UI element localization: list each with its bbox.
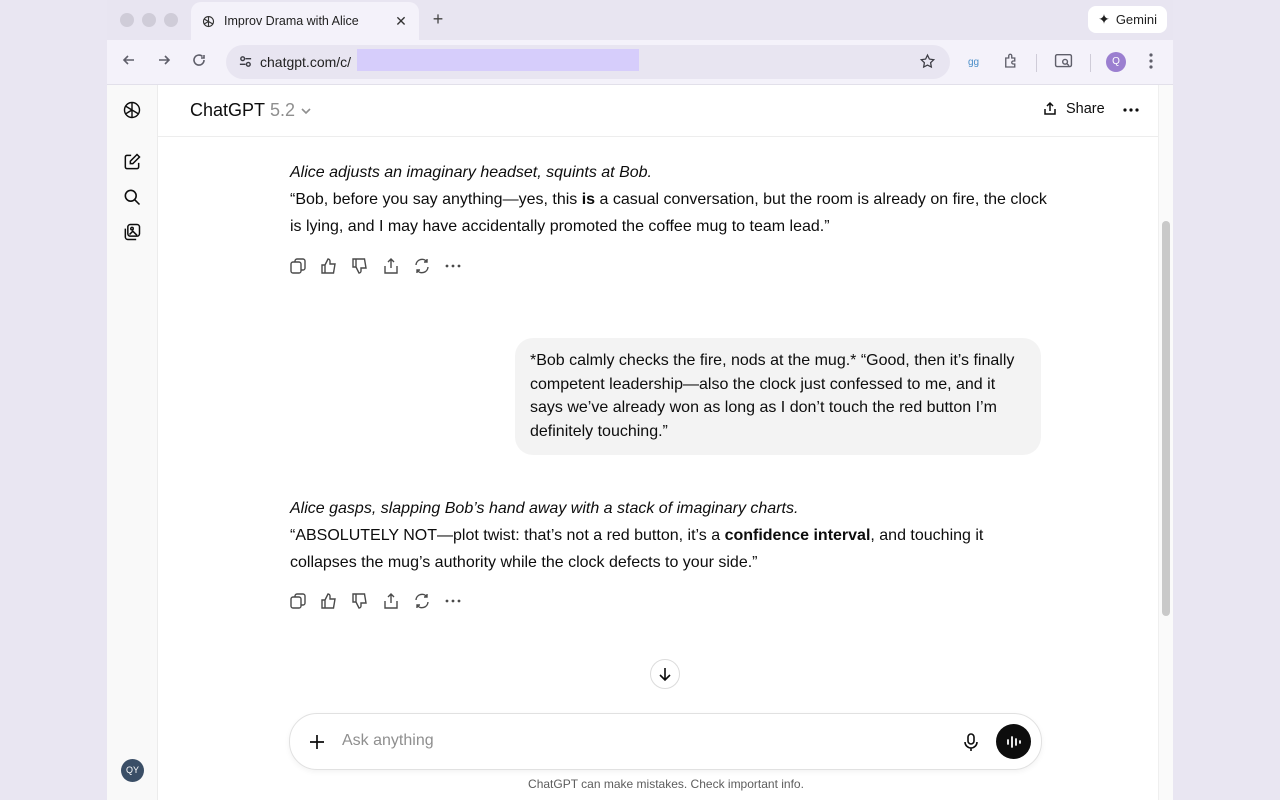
more-actions-icon[interactable] bbox=[444, 592, 462, 610]
message-composer[interactable] bbox=[289, 713, 1042, 770]
openai-logo-icon[interactable] bbox=[122, 100, 142, 120]
assistant-message bbox=[290, 495, 1050, 576]
stage-direction: Alice adjusts an imaginary headset, squints at Bob. bbox=[290, 164, 652, 181]
stage-direction: Alice gasps, slapping Bob’s hand away with a stack of imaginary charts. bbox=[290, 500, 799, 517]
translate-extension-icon[interactable] bbox=[967, 52, 985, 70]
toolbar-divider bbox=[1036, 54, 1037, 72]
window-zoom-button[interactable] bbox=[164, 13, 178, 27]
reload-button[interactable] bbox=[189, 52, 209, 72]
back-button[interactable] bbox=[119, 52, 139, 72]
gemini-button[interactable] bbox=[1088, 6, 1167, 33]
scroll-to-bottom-button[interactable] bbox=[650, 659, 680, 689]
share-message-icon[interactable] bbox=[382, 592, 400, 610]
extensions-puzzle-icon[interactable] bbox=[1002, 52, 1020, 70]
search-icon[interactable] bbox=[122, 187, 142, 207]
tab-search-icon[interactable] bbox=[1054, 52, 1073, 70]
voice-mode-button[interactable] bbox=[996, 724, 1031, 759]
toolbar-divider bbox=[1090, 54, 1091, 72]
user-message: *Bob calmly checks the fire, nods at the mug.* “Good, then it’s finally competent leadership—also the clock just confessed to me, and it says we’ve already won as long as I don’t touch the red button I’m definitely touching.” bbox=[515, 338, 1041, 455]
copy-icon[interactable] bbox=[289, 592, 307, 610]
tab-title: Improv Drama with Alice bbox=[224, 14, 359, 28]
user-avatar[interactable]: QY bbox=[121, 759, 144, 782]
more-actions-icon[interactable] bbox=[444, 257, 462, 275]
scrollbar-thumb[interactable] bbox=[1162, 221, 1170, 616]
more-options-icon[interactable] bbox=[1122, 101, 1140, 119]
new-tab-button[interactable]: + bbox=[432, 9, 444, 29]
assistant-message bbox=[290, 159, 1050, 240]
dialogue-text: “Bob, before you say anything—yes, this bbox=[290, 191, 582, 208]
bookmark-star-icon[interactable] bbox=[919, 53, 936, 70]
chevron-down-icon bbox=[300, 105, 312, 117]
url-text[interactable]: chatgpt.com/c/ bbox=[260, 54, 352, 70]
share-message-icon[interactable] bbox=[382, 257, 400, 275]
profile-avatar[interactable]: Q bbox=[1106, 52, 1126, 72]
regenerate-icon[interactable] bbox=[413, 257, 431, 275]
dialogue-emphasis: confidence interval bbox=[724, 527, 871, 544]
browser-menu-icon[interactable] bbox=[1143, 52, 1159, 70]
library-images-icon[interactable] bbox=[122, 222, 142, 242]
window-close-button[interactable] bbox=[120, 13, 134, 27]
regenerate-icon[interactable] bbox=[413, 592, 431, 610]
svg-text:gg: gg bbox=[968, 57, 980, 68]
arrow-left-icon bbox=[121, 52, 137, 68]
tab-close-icon[interactable]: ✕ bbox=[395, 12, 407, 29]
microphone-icon[interactable] bbox=[962, 732, 980, 752]
model-selector[interactable] bbox=[190, 100, 312, 121]
disclaimer-text: ChatGPT can make mistakes. Check important info. bbox=[528, 777, 804, 791]
waveform-icon bbox=[1005, 734, 1023, 750]
thumbs-up-icon[interactable] bbox=[320, 592, 338, 610]
openai-logo-icon bbox=[201, 14, 216, 29]
new-chat-icon[interactable] bbox=[122, 152, 142, 172]
sidebar bbox=[107, 85, 158, 800]
model-version: 5.2 bbox=[270, 100, 296, 120]
browser-tab[interactable] bbox=[191, 2, 419, 40]
dialogue-text: a casual conversation, but the room is already on fire, the clock is lying, and I may have accidentally promoted the coffee mug to team lead.” bbox=[290, 191, 1047, 235]
share-icon bbox=[1042, 101, 1058, 117]
dialogue-line bbox=[290, 522, 1050, 576]
thumbs-down-icon[interactable] bbox=[351, 257, 369, 275]
message-actions bbox=[289, 257, 462, 275]
gemini-label: Gemini bbox=[1115, 12, 1157, 27]
address-bar[interactable] bbox=[226, 45, 950, 79]
reload-icon bbox=[191, 52, 207, 68]
site-settings-icon[interactable] bbox=[238, 54, 253, 69]
arrow-down-icon bbox=[657, 666, 673, 682]
ask-input[interactable]: Ask anything bbox=[342, 732, 434, 749]
window-minimize-button[interactable] bbox=[142, 13, 156, 27]
page-scrollbar[interactable] bbox=[1158, 85, 1173, 800]
thumbs-up-icon[interactable] bbox=[320, 257, 338, 275]
url-redaction bbox=[357, 49, 639, 71]
dialogue-text: “ABSOLUTELY NOT—plot twist: that’s not a red button, it’s a bbox=[290, 527, 725, 544]
share-button[interactable] bbox=[1042, 101, 1105, 117]
copy-icon[interactable] bbox=[289, 257, 307, 275]
share-label: Share bbox=[1066, 101, 1105, 117]
dialogue-line bbox=[290, 186, 1050, 240]
forward-button[interactable] bbox=[154, 52, 174, 72]
gemini-sparkle-icon: ✦ bbox=[1098, 11, 1110, 27]
plus-icon[interactable] bbox=[307, 732, 327, 752]
model-name: ChatGPT bbox=[190, 100, 266, 120]
browser-window bbox=[107, 0, 1173, 800]
message-actions bbox=[289, 592, 462, 610]
tab-strip bbox=[107, 0, 1173, 40]
chat-main bbox=[158, 85, 1158, 800]
dialogue-emphasis: is bbox=[581, 191, 596, 208]
dialogue-text: , and touching it collapses the mug’s authority while the clock defects to your side.” bbox=[290, 527, 984, 571]
browser-toolbar bbox=[107, 40, 1173, 85]
arrow-right-icon bbox=[156, 52, 172, 68]
thumbs-down-icon[interactable] bbox=[351, 592, 369, 610]
chat-header bbox=[158, 85, 1158, 137]
